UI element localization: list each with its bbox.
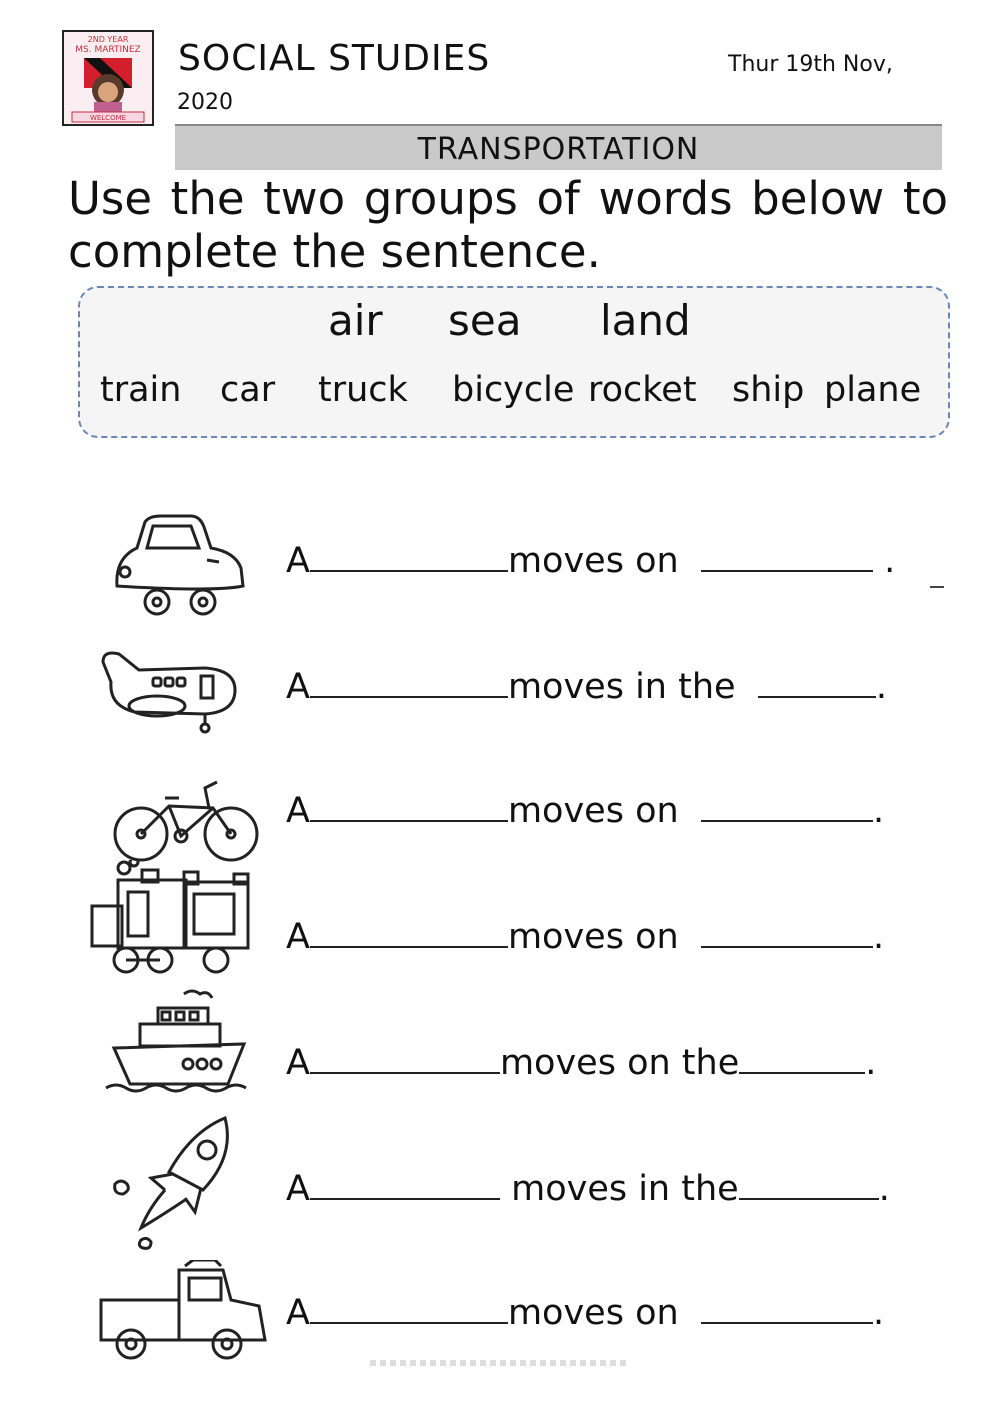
answer-blank-vehicle[interactable] <box>310 540 508 572</box>
word-vehicle: rocket <box>588 370 697 410</box>
word-place: sea <box>448 296 522 345</box>
word-vehicle: truck <box>318 370 408 410</box>
svg-text:WELCOME: WELCOME <box>89 114 127 122</box>
exercise-row <box>0 1116 1000 1236</box>
exercise-row <box>0 988 1000 1108</box>
answer-blank-vehicle[interactable] <box>310 790 508 822</box>
word-vehicle: bicycle <box>452 370 575 410</box>
subject-title: SOCIAL STUDIES <box>178 38 491 79</box>
answer-blank-place[interactable] <box>758 666 876 698</box>
exercise-row <box>0 860 1000 980</box>
word-bank <box>78 286 950 438</box>
answer-blank-place[interactable] <box>701 790 873 822</box>
answer-blank-place[interactable] <box>701 1292 873 1324</box>
sentence: A moves on . <box>286 1293 885 1333</box>
teacher-logo <box>62 30 154 126</box>
sentence: A moves on . <box>286 917 885 957</box>
car-icon <box>95 508 275 628</box>
date-text: Thur 19th Nov, <box>728 52 893 77</box>
exercise-row <box>0 508 1000 628</box>
faint-watermark <box>370 1360 630 1366</box>
answer-blank-vehicle[interactable] <box>310 916 508 948</box>
answer-blank-place[interactable] <box>701 916 873 948</box>
exercise-row <box>0 640 1000 760</box>
word-vehicle: car <box>220 370 276 410</box>
sentence: A moves in the . <box>286 667 887 707</box>
answer-blank-vehicle[interactable] <box>310 1168 500 1200</box>
topic-title: TRANSPORTATION <box>417 132 700 167</box>
topic-banner <box>175 124 942 170</box>
svg-text:MS. MARTINEZ: MS. MARTINEZ <box>75 45 141 55</box>
sentence: A moves on . <box>286 541 896 581</box>
answer-blank-place[interactable] <box>701 540 873 572</box>
sentence: A moves on the . <box>286 1043 877 1083</box>
word-vehicle: train <box>100 370 182 410</box>
ship-icon <box>100 988 280 1108</box>
plane-icon <box>95 640 275 760</box>
instruction-text: Use the two groups of words below to complete the sentence. <box>68 172 948 278</box>
answer-blank-place[interactable] <box>739 1168 879 1200</box>
word-vehicle: ship <box>732 370 805 410</box>
answer-blank-vehicle[interactable] <box>310 1042 500 1074</box>
answer-blank-vehicle[interactable] <box>310 1292 508 1324</box>
word-place: air <box>328 296 383 345</box>
svg-text:2ND YEAR: 2ND YEAR <box>87 35 129 44</box>
year-text: 2020 <box>177 90 233 115</box>
word-place: land <box>600 296 691 345</box>
answer-blank-vehicle[interactable] <box>310 666 508 698</box>
sentence: A moves in the . <box>286 1169 890 1209</box>
word-vehicle: plane <box>824 370 922 410</box>
sentence: A moves on . <box>286 791 885 831</box>
rocket-icon <box>95 1116 275 1256</box>
answer-blank-place[interactable] <box>739 1042 865 1074</box>
truck-icon <box>95 1260 275 1380</box>
train-icon <box>88 860 268 980</box>
